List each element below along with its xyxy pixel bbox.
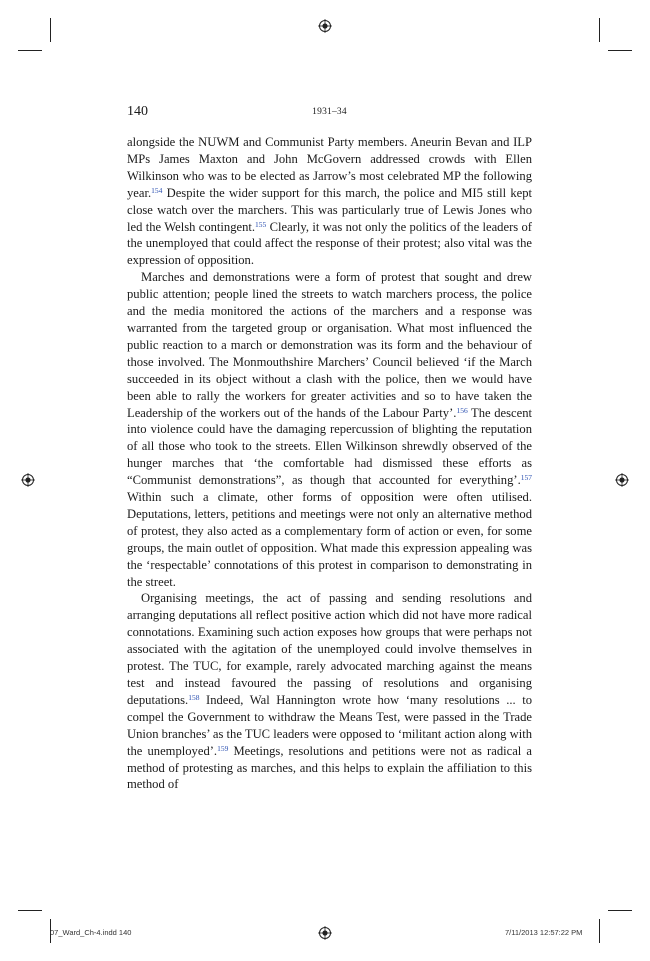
footnote-reference[interactable]: 156 [456,405,468,415]
text-run: Organising meetings, the act of passing and sending resolutions and arranging deputations all reflect positive action which did not have more radical connotations. Examining such action exposes how groups that were perhaps not associated with the agitation of the unemployed could involve themselves in protest. The TUC, for example, rarely advocated marching against the means test and instead favoured the passing of resolutions and organising deputations. [127,591,532,707]
text-run: Meetings, resolutions and petitions were not as radical a method of protesting as marches, and this helps to explain the affiliation to this method of [127,743,532,792]
registration-mark-right-icon [615,473,629,487]
body-text [127,134,532,793]
slug-file-info: 07_Ward_Ch-4.indd 140 [50,928,132,937]
footnote-reference[interactable]: 154 [151,185,163,195]
crop-mark-top-right-horizontal [608,50,632,51]
crop-mark-bottom-right-vertical [599,919,600,943]
text-run: Indeed, Wal Hannington wrote how ‘many resolutions ... to compel the Government to withdraw the Means Test, were passed in the Trade Union branches’ as the TUC leaders were opposed to ‘militant action along with the unemployed’. [127,692,532,758]
text-run: Within such a climate, other forms of opposition were often utilised. Deputations, letters, petitions and meetings were not only an alternative method of protest, they also acted as a complementary form of action or even, for some groups, the main outlet of opposition. What made this expression appealing was the ‘respectable’ connotations of this protest in comparison to demonstrating in the street. [127,490,532,589]
text-run: The descent into violence could have the damaging repercussion of blighting the reputation of all those who took to the streets. Ellen Wilkinson shrewdly observed of the hunger marches that ‘the comfortable had dismissed these efforts as “Communist demonstrations”, as though that accounted for everything’. [127,405,532,488]
crop-mark-bottom-left-horizontal [18,910,42,911]
registration-mark-left-icon [21,473,35,487]
footnote-reference[interactable]: 158 [188,692,200,702]
text-run: alongside the NUWM and Communist Party members. Aneurin Bevan and ILP MPs James Maxton and John McGovern addressed crowds with Ellen Wilkinson who was to be elected as Jarrow’s most celebrated MP the following year. [127,135,532,200]
text-run: Marches and demonstrations were a form of protest that sought and drew public attention; people lined the streets to watch marchers process, the police and the media monitored the actions of the marchers and a response was warranted from the targeted group or organisation. What most influenced the public reaction to a march or demonstration was its form and the behaviour of those involved. The Monmouthshire Marchers’ Council believed ‘if the March succeeded in its object without a clash with the police, then we would have been able to rally the workers for greater activities and so to have taken the Leadership of the workers out of the hands of the Labour Party’. [127,270,532,420]
footnote-reference[interactable]: 157 [520,473,532,483]
footnote-reference[interactable]: 155 [255,219,267,229]
crop-mark-top-left-vertical [50,18,51,42]
paragraph [127,269,532,590]
crop-mark-top-right-vertical [599,18,600,42]
slug-timestamp: 7/11/2013 12:57:22 PM [505,928,583,937]
paragraph [127,590,532,793]
text-run: Clearly, it was not only the politics of the leaders of the unemployed that could affect the response of their protest; also vital was the expression of opposition. [127,219,532,268]
registration-mark-bottom-icon [318,926,332,940]
page-header [127,104,532,124]
registration-mark-top-icon [318,19,332,33]
footnote-reference[interactable]: 159 [217,743,229,753]
running-head: 1931–34 [312,107,347,117]
page-number: 140 [127,104,148,119]
crop-mark-bottom-right-horizontal [608,910,632,911]
crop-mark-top-left-horizontal [18,50,42,51]
text-run: Despite the wider support for this march, the police and MI5 still kept close watch over the marchers. This was particularly true of Lewis Jones who led the Welsh contingent. [127,185,532,234]
paragraph [127,134,532,269]
